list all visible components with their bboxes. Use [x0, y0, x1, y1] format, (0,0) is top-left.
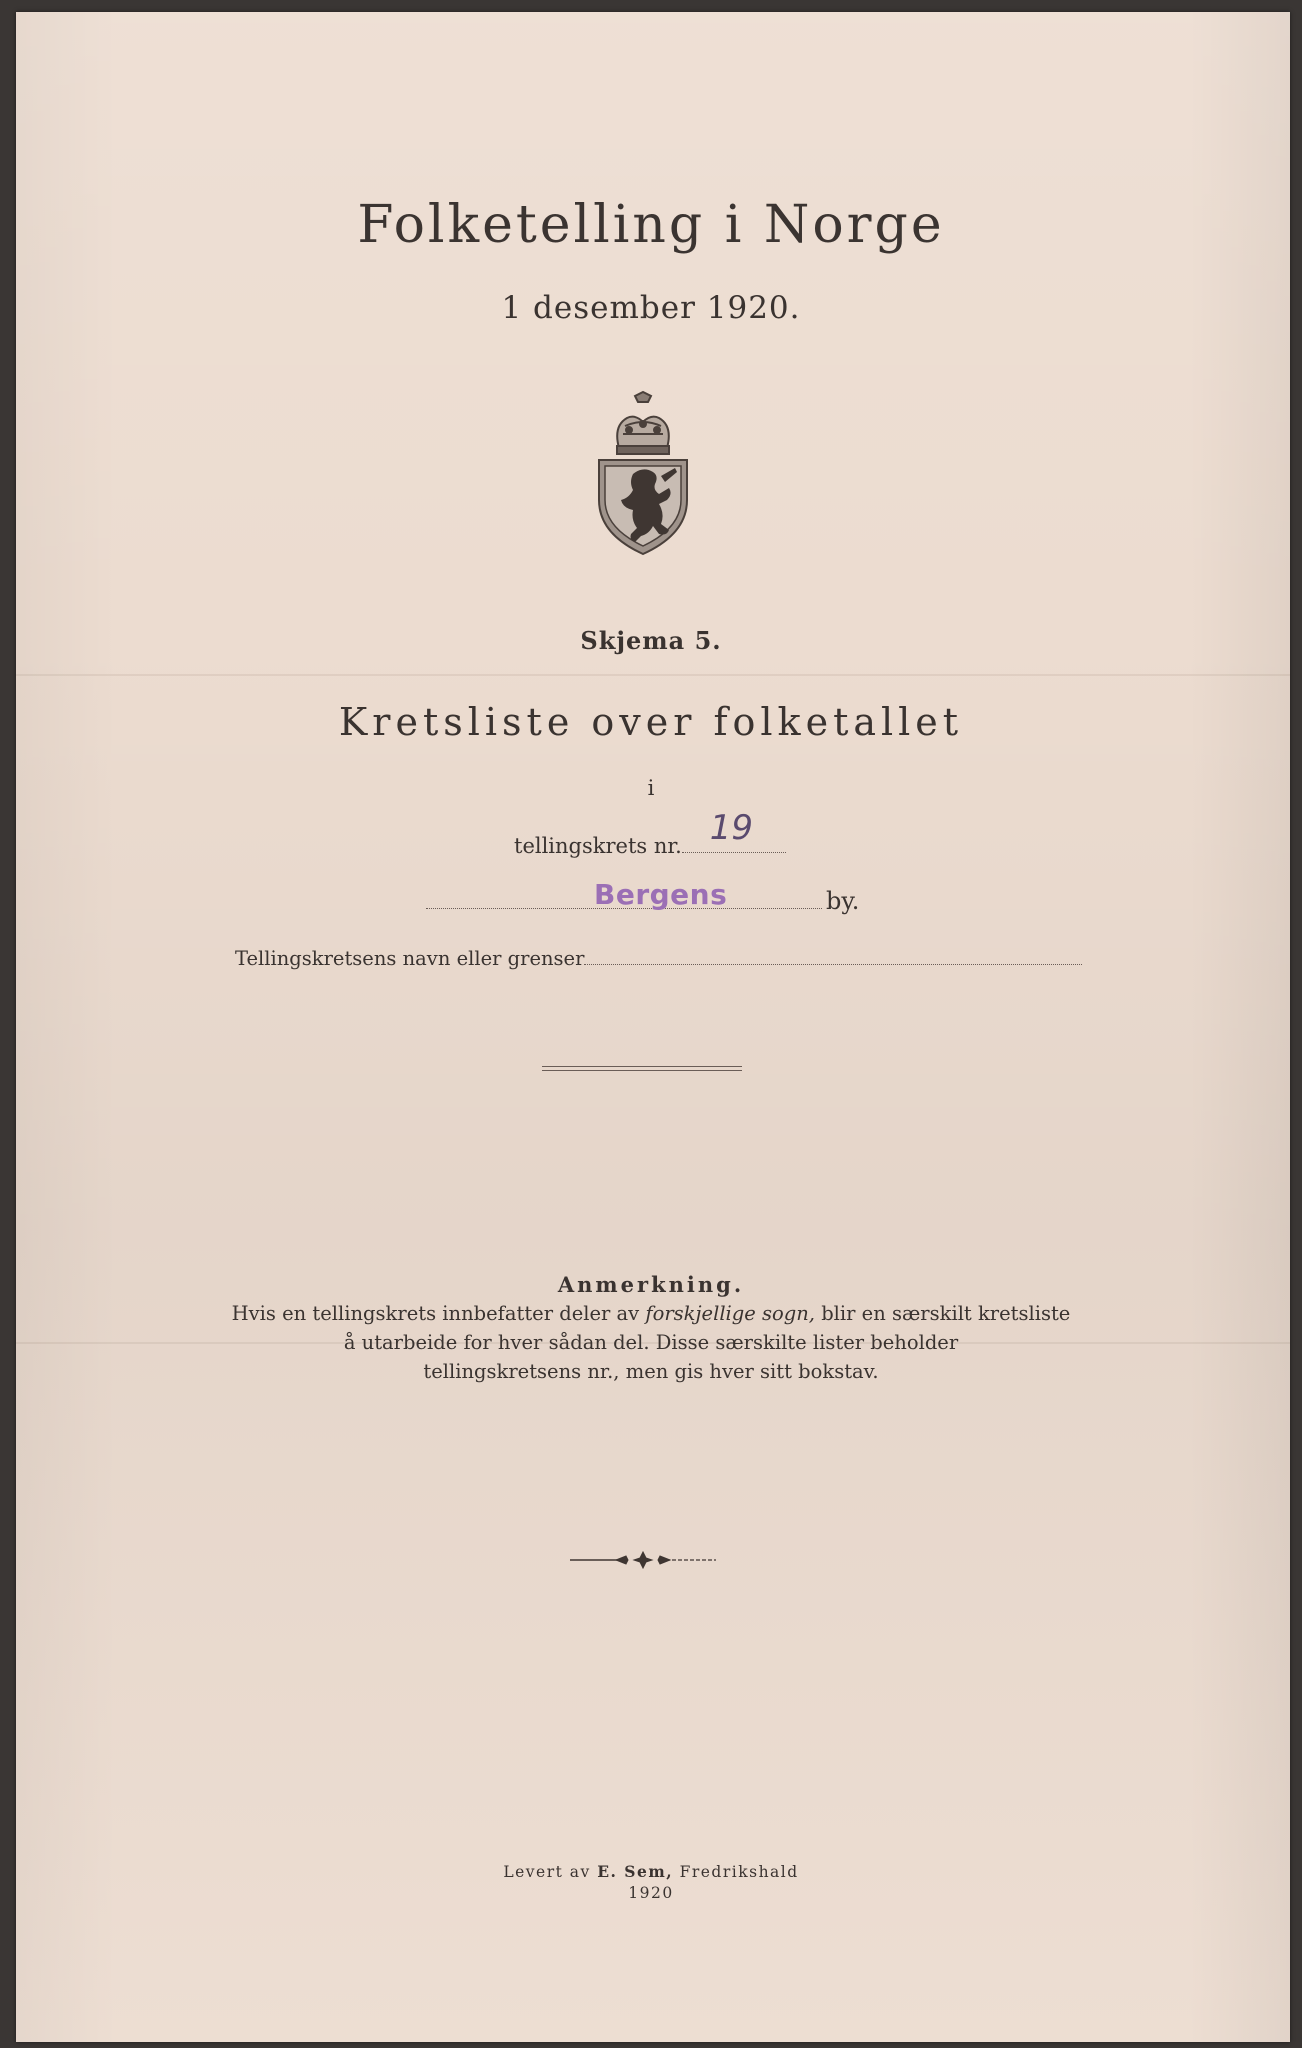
- double-divider: [542, 1066, 742, 1071]
- tellingskrets-number-field[interactable]: [682, 808, 786, 853]
- tellingskrets-number-handwritten: 19: [709, 808, 754, 848]
- note-line-1-end: blir en særskilt kretsliste: [815, 1302, 1071, 1325]
- note-line-1-italic: forskjellige sogn,: [645, 1302, 815, 1325]
- preposition-i: i: [647, 776, 655, 800]
- district-row: [235, 944, 1082, 970]
- printer-location: Fredrikshald: [673, 1863, 799, 1881]
- document-title: Folketelling i Norge: [357, 195, 945, 255]
- print-year: 1920: [628, 1884, 674, 1902]
- city-suffix: by.: [826, 887, 860, 915]
- note-line-2: å utarbeide for hver sådan del. Disse særskilte lister beholder: [343, 1331, 959, 1354]
- note-line-3: tellingskretsens nr., men gis hver sitt bokstav.: [423, 1360, 879, 1383]
- paper-fold-line: [16, 674, 1290, 676]
- printer-name: E. Sem,: [597, 1862, 674, 1881]
- ornament-divider-icon: [568, 1548, 718, 1572]
- printer-credit-start: Levert av: [503, 1863, 598, 1881]
- note-line-1: [0, 1302, 1302, 1325]
- schema-number: Skjema 5.: [580, 626, 722, 655]
- note-line-1-start: Hvis en tellingskrets innbefatter deler av: [231, 1302, 646, 1325]
- note-heading: Anmerkning.: [557, 1272, 745, 1297]
- form-heading: Kretsliste over folketallet: [338, 700, 964, 744]
- norwegian-coat-of-arms-icon: [595, 390, 691, 556]
- district-field[interactable]: [584, 944, 1082, 965]
- city-field[interactable]: [426, 878, 822, 911]
- district-label: Tellingskretsens navn eller grenser: [235, 947, 585, 970]
- city-stamp: Bergens: [594, 878, 728, 911]
- tellingskrets-label: tellingskrets nr.: [514, 834, 682, 858]
- printer-credit: [0, 1862, 1302, 1881]
- census-date: 1 desember 1920.: [501, 290, 801, 326]
- tellingskrets-number-row: [514, 808, 786, 858]
- city-row: [426, 878, 860, 915]
